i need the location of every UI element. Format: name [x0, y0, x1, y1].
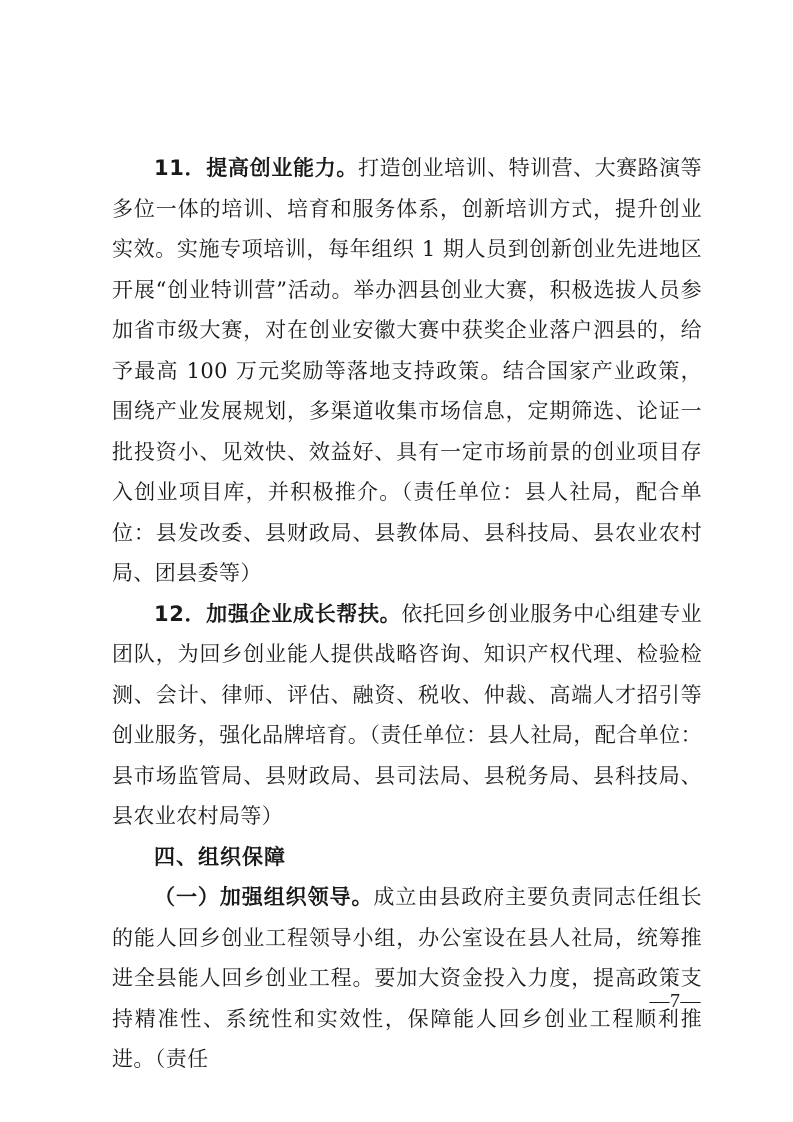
paragraph-sub-1 [112, 877, 702, 1080]
page-number: —7— [649, 990, 701, 1012]
item-12-heading: 12．加强企业成长帮扶。 [154, 601, 402, 626]
document-body [112, 148, 702, 1080]
item-11-text: 打造创业培训、特训营、大赛路演等多位一体的培训、培育和服务体系，创新培训方式，提升创业实效。实施专项培训，每年组织 1 期人员到创新创业先进地区开展“创业特训营”活动。举办泗县创业大赛，积极选拔人员参加省市级大赛，对在创业安徽大赛中获奖企业落户泗县的，给予最高 100 万元奖励等落地支持政策。结合国家产业政策，围绕产业发展规划，多渠道收集市场信息，定期筛选、论证一批投资小、见效快、效益好、具有一定市场前景的创业项目存入创业项目库，并积极推介。（责任单位：县人社局，配合单位：县发改委、县财政局、县教体局、县科技局、县农业农村局、团县委等） [112, 156, 702, 585]
paragraph-item-11 [112, 148, 702, 594]
section-heading: 四、组织保障 [154, 844, 286, 869]
item-11-heading: 11．提高创业能力。 [154, 156, 359, 180]
paragraph-item-12 [112, 594, 702, 837]
sub-1-heading: （一）加强组织领导。 [154, 885, 374, 909]
sub-1-text: 成立由县政府主要负责同志任组长的能人回乡创业工程领导小组，办公室设在县人社局，统筹推进全县能人回乡创业工程。要加大资金投入力度，提高政策支持精准性、系统性和实效性，保障能人回乡创业工程顺利推进。（责任 [112, 885, 703, 1071]
item-12-text: 依托回乡创业服务中心组建专业团队，为回乡创业能人提供战略咨询、知识产权代理、检验检测、会计、律师、评估、融资、税收、仲裁、高端人才招引等创业服务，强化品牌培育。（责任单位：县人社局，配合单位：县市场监管局、县财政局、县司法局、县税务局、县科技局、县农业农村局等） [112, 601, 702, 828]
